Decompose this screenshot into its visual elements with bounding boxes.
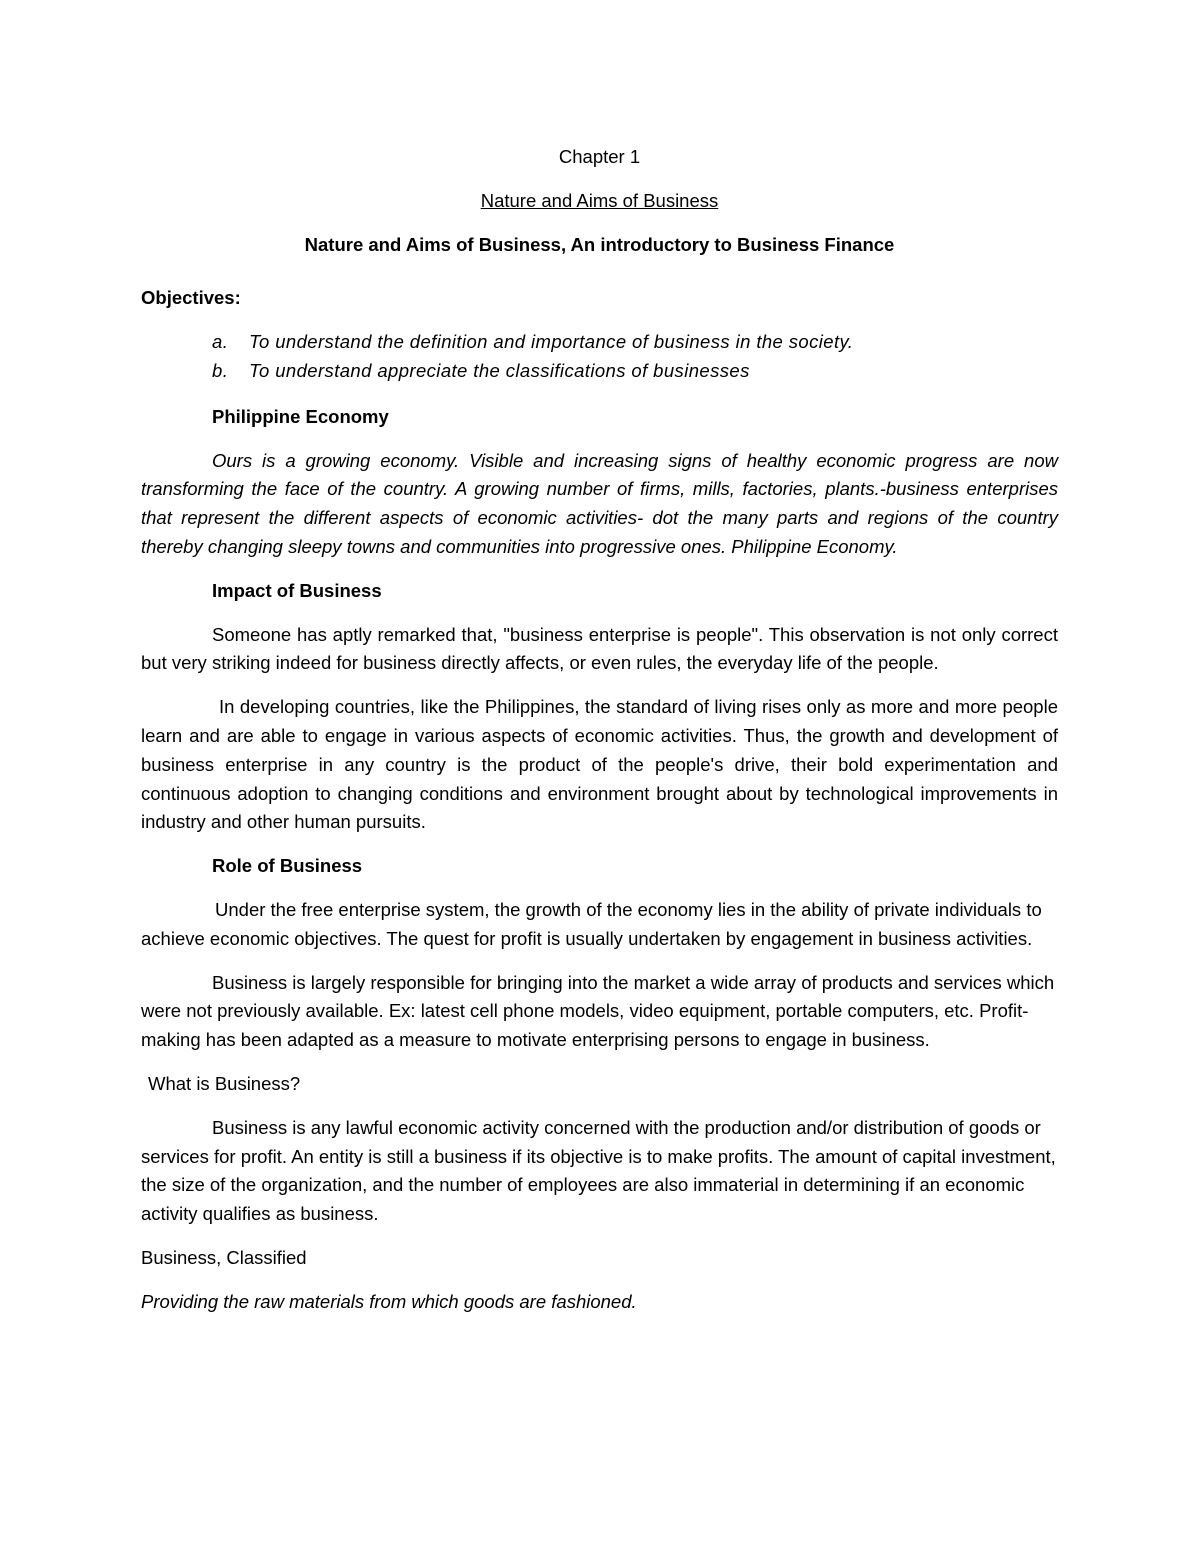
paragraph-what-is-business: Business is any lawful economic activity concerned with the production and/or distribution of goods or services for profit. An entity is still a business if its objective is to make profits. The amount of capital investment, the size of the organization, and the number of employees are also immaterial in determining if an economic activity qualifies as business.	[141, 1116, 1056, 1225]
objective-text: To understand the definition and importance of business in the society.	[249, 331, 854, 353]
objectives-label: Objectives:	[141, 287, 241, 309]
paragraph-impact-2: In developing countries, like the Philippines, the standard of living rises only as more and more people learn and are able to engage in various aspects of economic activities. Thus, the growth and development of business enterprise in any country is the product of the people's drive, their bold experimentation and continuous adoption to changing conditions and environment brought about by technological improvements in industry and other human pursuits.	[141, 696, 1058, 833]
section-heading-philippine-economy: Philippine Economy	[212, 405, 389, 427]
objective-item	[141, 328, 1058, 357]
objective-text: To understand appreciate the classifications of businesses	[249, 359, 750, 381]
objectives-list	[141, 328, 1058, 386]
paragraph-role-2: Business is largely responsible for bringing into the market a wide array of products and services which were not previously available. Ex: latest cell phone models, video equipment, portable computers, etc. Profit-making has been adapted as a measure to motivate enterprising persons to engage in business.	[141, 971, 1055, 1051]
paragraph-philippine-economy: Ours is a growing economy. Visible and increasing signs of healthy economic progress are now transforming the face of the country. A growing number of firms, mills, factories, plants.-business enterprises that represent the different aspects of economic activities- dot the many parts and regions of the country thereby changing sleepy towns and communities into progressive ones. Philippine Economy.	[141, 449, 1058, 557]
paragraph-role-1: Under the free enterprise system, the growth of the economy lies in the ability of private individuals to achieve economic objectives. The quest for profit is usually undertaken by engagement in business activities.	[141, 898, 1042, 949]
chapter-heading: Chapter 1	[558, 146, 641, 167]
section-heading-impact-of-business: Impact of Business	[212, 579, 382, 601]
section-heading-business-classified: Business, Classified	[141, 1246, 307, 1268]
document-subtitle: Nature and Aims of Business, An introductory to Business Finance	[304, 233, 895, 255]
section-heading-what-is-business: What is Business?	[148, 1072, 301, 1094]
section-heading-role-of-business: Role of Business	[212, 855, 363, 877]
document-title: Nature and Aims of Business	[480, 189, 719, 211]
document-body	[141, 143, 1058, 1317]
paragraph-business-classified: Providing the raw materials from which goods are fashioned.	[141, 1290, 637, 1312]
objective-item	[141, 357, 1058, 386]
paragraph-impact-1: Someone has aptly remarked that, "business enterprise is people". This observation is not only correct but very striking indeed for business directly affects, or even rules, the everyday life of the people.	[141, 623, 1058, 674]
objective-marker: a.	[212, 331, 229, 353]
objective-marker: b.	[212, 359, 229, 381]
